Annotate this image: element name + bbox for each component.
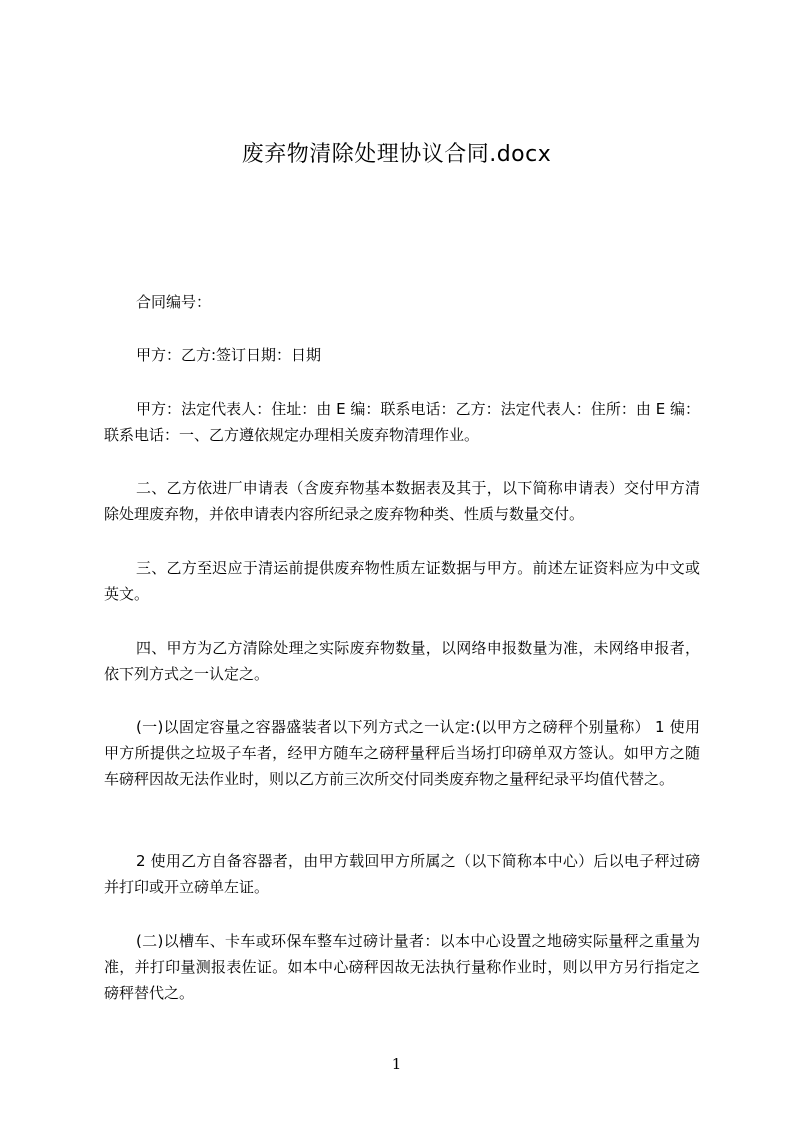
paragraph-clause-2: 二、乙方依进厂申请表（含废弃物基本数据表及其于，以下简称申请表）交付甲方清除处理废弃物，并依申请表内容所纪录之废弃物种类、性质与数量交付。 — [104, 479, 700, 523]
paragraph-parties-date: 甲方：乙方:签订日期：日期 — [136, 346, 322, 364]
paragraph-contract-number: 合同编号： — [136, 293, 212, 311]
paragraph-clause-3: 三、乙方至迟应于清运前提供废弃物性质左证数据与甲方。前述左证资料应为中文或英文。 — [104, 559, 700, 603]
page-number: 1 — [391, 1055, 402, 1073]
paragraph-clause-4-1-2: 2 使用乙方自备容器者，由甲方载回甲方所属之（以下简称本中心）后以电子秤过磅并打印或开立磅单左证。 — [104, 852, 700, 896]
paragraph-party-details: 甲方：法定代表人：住址：由 E 编：联系电话：乙方：法定代表人：住所：由 E 编：联系电话：一、乙方遵依规定办理相关废弃物清理作业。 — [104, 400, 700, 444]
paragraph-clause-4-2: (二)以槽车、卡车或环保车整车过磅计量者：以本中心设置之地磅实际量秤之重量为准，并打印量测报表佐证。如本中心磅秤因故无法执行量称作业时，则以甲方另行指定之磅秤替代之。 — [104, 932, 700, 1002]
document-title: 废弃物清除处理协议合同.docx — [241, 142, 552, 167]
paragraph-clause-4-1: (一)以固定容量之容器盛装者以下列方式之一认定:(以甲方之磅秤个别量称） 1 使用甲方所提供之垃圾子车者，经甲方随车之磅秤量秤后当场打印磅单双方签认。如甲方之随车磅秤因故无法作业时，则以乙方前三次所交付同类废弃物之量秤纪录平均值代替之。 — [104, 718, 700, 788]
paragraph-clause-4: 四、甲方为乙方清除处理之实际废弃物数量，以网络申报数量为准，未网络申报者，依下列方式之一认定之。 — [104, 639, 700, 683]
